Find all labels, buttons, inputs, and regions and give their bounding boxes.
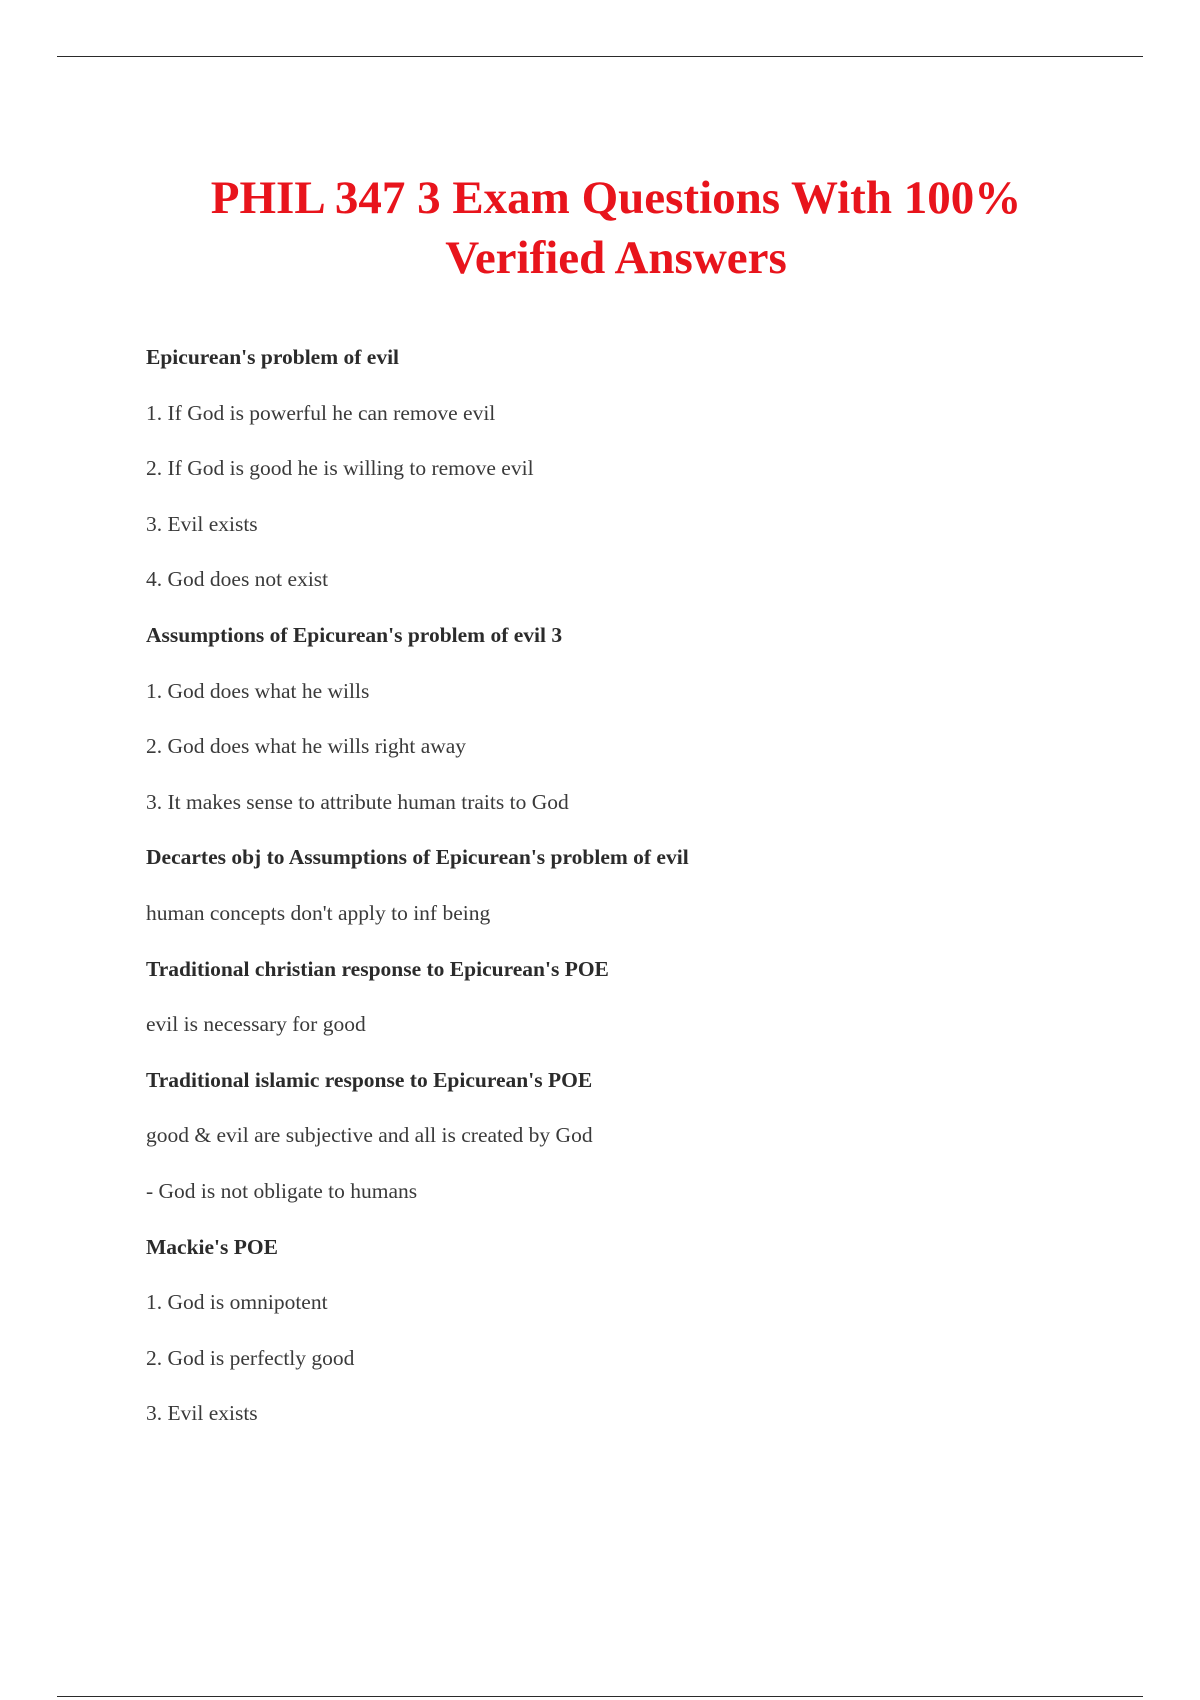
qa-content — [146, 342, 1146, 1454]
answer-line: 2. God does what he wills right away — [146, 734, 467, 759]
page-title — [0, 168, 1200, 288]
answer-line: 1. If God is powerful he can remove evil — [146, 400, 496, 425]
answer-line: 1. God does what he wills — [146, 678, 370, 703]
answer-line: human concepts don't apply to inf being — [146, 900, 491, 925]
title-line-1: PHIL 347 3 Exam Questions With 100% — [210, 172, 1022, 224]
answer-line: 4. God does not exist — [146, 567, 329, 592]
answer-line: - God is not obligate to humans — [146, 1178, 418, 1203]
answer-line: evil is necessary for good — [146, 1012, 366, 1037]
answer-line: good & evil are subjective and all is created by God — [146, 1123, 593, 1148]
answer-line: 3. Evil exists — [146, 511, 258, 536]
answer-line: 2. If God is good he is willing to remove evil — [146, 456, 534, 481]
header-rule — [57, 56, 1143, 57]
question-heading: Traditional islamic response to Epicurean's POE — [146, 1067, 593, 1092]
question-heading: Epicurean's problem of evil — [146, 345, 400, 369]
answer-line: 1. God is omnipotent — [146, 1290, 328, 1315]
question-heading: Assumptions of Epicurean's problem of evil 3 — [146, 622, 563, 647]
footer-rule — [57, 1696, 1143, 1697]
question-heading: Mackie's POE — [146, 1234, 278, 1259]
title-line-2: Verified Answers — [445, 232, 787, 284]
question-heading: Decartes obj to Assumptions of Epicurean's problem of evil — [146, 845, 689, 870]
question-heading: Traditional christian response to Epicurean's POE — [146, 956, 609, 981]
answer-line: 3. It makes sense to attribute human traits to God — [146, 789, 569, 814]
answer-line: 3. Evil exists — [146, 1401, 258, 1426]
answer-line: 2. God is perfectly good — [146, 1345, 355, 1370]
